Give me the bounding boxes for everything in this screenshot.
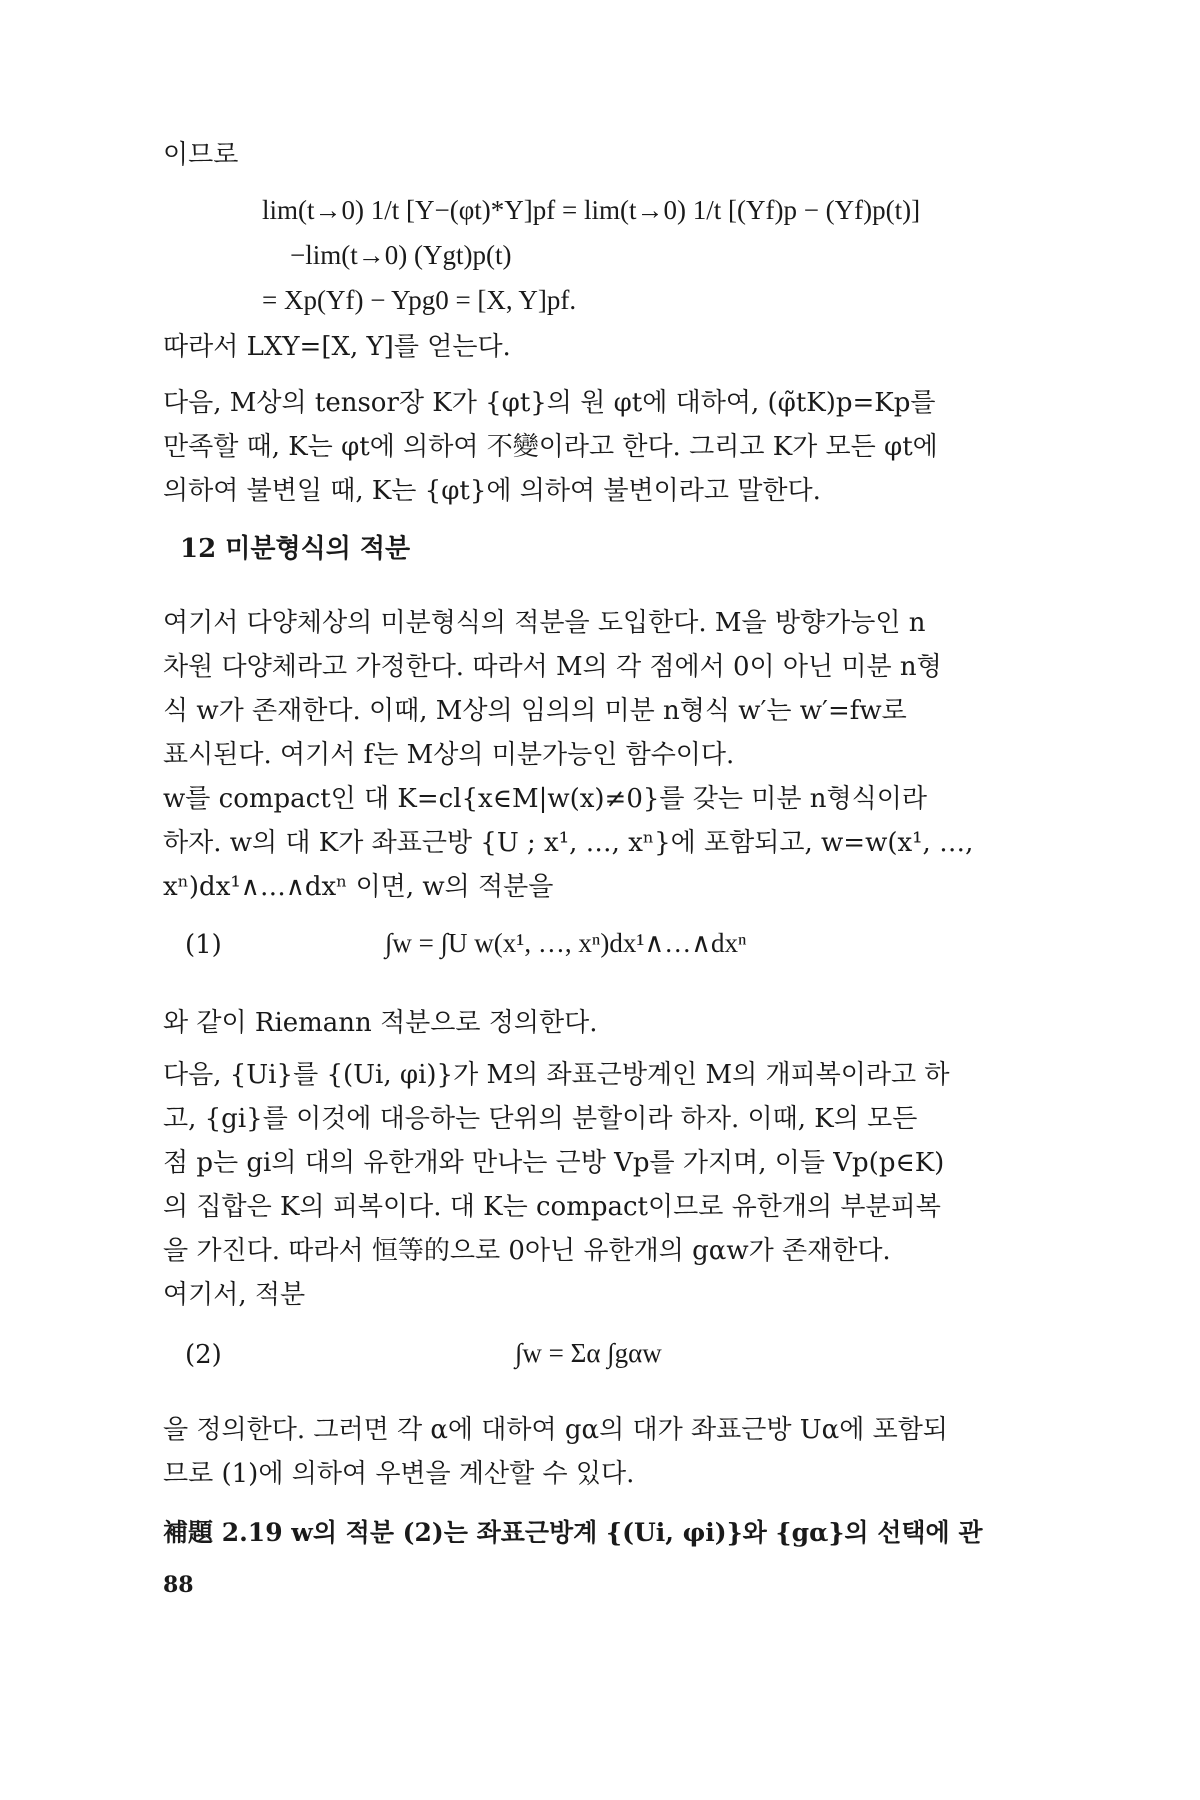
equation-1: ∫w = ∫U w(x¹, …, xⁿ)dx¹∧…∧dxⁿ [385,928,747,958]
equation-number: (2) [185,1340,222,1370]
text-line: w를 compact인 대 K=cl{x∈M|w(x)≠0}를 갖는 미분 n형식이라 [163,784,927,814]
text-line: 므로 (1)에 의하여 우변을 계산할 수 있다. [163,1459,635,1489]
text-line: 여기서 다양체상의 미분형식의 적분을 도입한다. M을 방향가능인 n [163,608,926,638]
text-line: 차원 다양체라고 가정한다. 따라서 M의 각 점에서 0이 아닌 미분 n형 [163,652,942,682]
text-line: 따라서 LXY=[X, Y]를 얻는다. [163,332,511,362]
text-line: 의 집합은 K의 피복이다. 대 K는 compact이므로 유한개의 부분피복 [163,1192,941,1222]
equation-line: lim(t→0) 1/t [Y−(φt)*Y]pf = lim(t→0) 1/t [(Yf)p − (Yf)p(t)] [262,195,921,225]
equation-line: = Xp(Yf) − Ypg0 = [X, Y]pf. [262,285,577,315]
equation-2: ∫w = Σα ∫gαw [515,1338,662,1368]
equation-number: (1) [185,930,222,960]
text-line: 표시된다. 여기서 f는 M상의 미분가능인 함수이다. [163,740,735,770]
text-line: 식 w가 존재한다. 이때, M상의 임의의 미분 n형식 w′는 w′=fw로 [163,696,907,726]
section-heading: 12 미분형식의 적분 [180,534,411,564]
page-number: 88 [163,1572,194,1598]
text-line: xⁿ)dx¹∧…∧dxⁿ 이면, w의 적분을 [163,872,554,902]
text-line: 을 정의한다. 그러면 각 α에 대하여 gα의 대가 좌표근방 Uα에 포함되 [163,1415,948,1445]
equation-line: −lim(t→0) (Ygt)p(t) [290,240,512,270]
text-line: 와 같이 Riemann 적분으로 정의한다. [163,1008,598,1038]
text-line: 점 p는 gi의 대의 유한개와 만나는 근방 Vp를 가지며, 이들 Vp(p∈K) [163,1148,945,1178]
text-line: 다음, {Ui}를 {(Ui, φi)}가 M의 좌표근방계인 M의 개피복이라고 하 [163,1060,950,1090]
text-line: 여기서, 적분 [163,1280,306,1310]
text-line: 고, {gi}를 이것에 대응하는 단위의 분할이라 하자. 이때, K의 모든 [163,1104,918,1134]
text-line: 다음, M상의 tensor장 K가 {φt}의 원 φt에 대하여, (φ̃tK)p=Kp를 [163,388,936,418]
text-line: 이므로 [163,140,239,170]
lemma-line: 補題 2.19 w의 적분 (2)는 좌표근방계 {(Ui, φi)}와 {gα}의 선택에 관 [163,1518,983,1547]
text-line: 의하여 불변일 때, K는 {φt}에 의하여 불변이라고 말한다. [163,476,821,506]
text-line: 만족할 때, K는 φt에 의하여 不變이라고 한다. 그리고 K가 모든 φt에 [163,432,938,462]
text-line: 하자. w의 대 K가 좌표근방 {U ; x¹, …, xⁿ}에 포함되고, w=w(x¹, …, [163,828,974,858]
text-line: 을 가진다. 따라서 恒等的으로 0아닌 유한개의 gαw가 존재한다. [163,1236,891,1266]
